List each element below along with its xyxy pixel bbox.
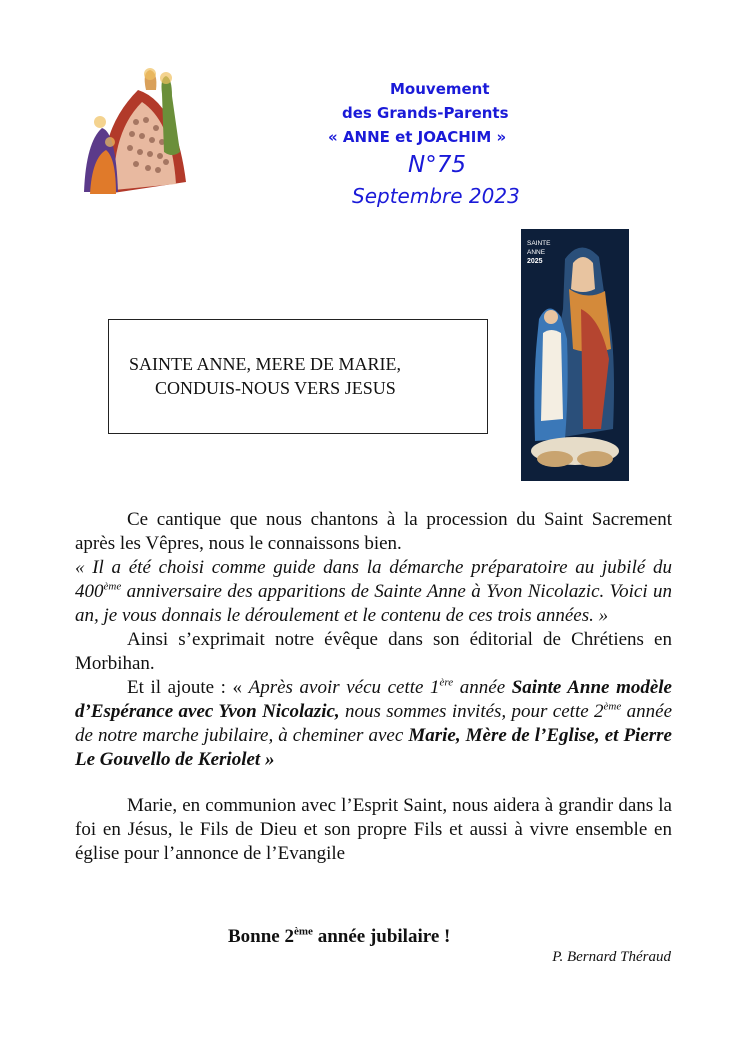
poster-text-anne: ANNE	[527, 249, 546, 256]
movement-logo	[76, 62, 194, 200]
paragraph-2-quote: « Il a été choisi comme guide dans la démarche préparatoire au jubilé du 400ème anniversaire des apparitions de Sainte Anne à Yvon Nicolazic. Voici un an, je vous donnais le déroulement et le contenu de ces trois années. »	[75, 557, 672, 626]
author-signature: P. Bernard Théraud	[552, 949, 671, 965]
header-grandparents: des Grands-Parents	[342, 104, 509, 122]
closing-wish: Bonne 2ème année jubilaire !	[228, 925, 451, 947]
paragraph-1: Ce cantique que nous chantons à la procession du Saint Sacrement après les Vêpres, nous le connaissons bien.	[75, 509, 672, 554]
hymn-title-box	[108, 319, 488, 434]
issue-number: N°75	[408, 152, 466, 178]
paragraph-3: Ainsi s’exprimait notre évêque dans son éditorial de Chrétiens en Morbihan.	[75, 629, 672, 674]
hymn-title-line1: SAINTE ANNE, MERE DE MARIE,	[129, 354, 401, 374]
paragraph-5: Marie, en communion avec l’Esprit Saint, nous aidera à grandir dans la foi en Jésus, le Fils de Dieu et son propre Fils et aussi à vivre ensemble en église pour l’annonce de l’Evangile	[75, 795, 672, 864]
poster-text-sainte: SAINTE	[527, 240, 551, 247]
editorial-body	[75, 508, 672, 866]
poster-text-year: 2025	[527, 258, 543, 265]
paragraph-4: Et il ajoute : « Après avoir vécu cette 1ère année Sainte Anne modèle d’Espérance avec Yvon Nicolazic, nous sommes invités, pour cette 2ème année de notre marche jubilaire, à cheminer avec Marie, Mère de l’Eglise, et Pierre Le Gouvello de Keriolet »	[75, 676, 673, 770]
issue-date: Septembre 2023	[352, 184, 520, 208]
sainte-anne-statue-image	[521, 229, 629, 481]
header-movement: Mouvement	[390, 80, 490, 98]
hymn-title-line2: CONDUIS-NOUS VERS JESUS	[155, 378, 396, 398]
header-anne-joachim: « ANNE et JOACHIM »	[328, 128, 507, 146]
